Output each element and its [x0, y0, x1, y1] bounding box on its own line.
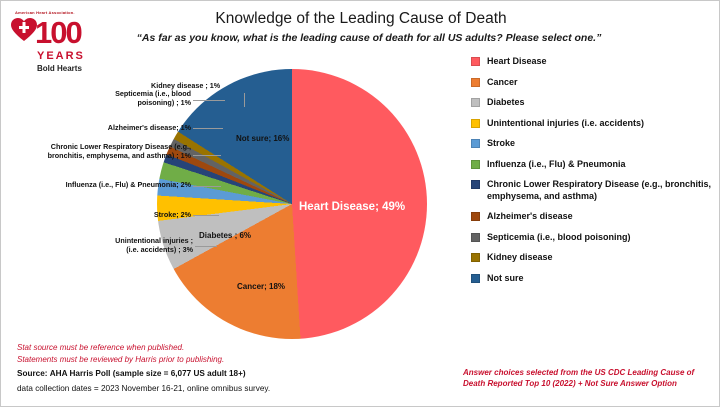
- legend-item-septicemia[interactable]: [471, 232, 717, 244]
- legend-swatch-icon: [471, 212, 480, 221]
- legend-label: Influenza (i.e., Flu) & Pneumonia: [487, 158, 626, 169]
- logo-100: 100: [35, 15, 81, 50]
- pie-chart: [151, 61, 471, 351]
- leader-line-unintentional: [195, 246, 217, 247]
- callout-influenza: Influenza (i.e., Flu) & Pneumonia; 2%: [65, 180, 191, 189]
- slice-label-not-sure: Not sure; 16%: [236, 134, 290, 143]
- leader-line-clrd: [193, 155, 221, 156]
- slice-label-diabetes: Diabetes ; 6%: [199, 231, 252, 240]
- callout-kidney-disease: Kidney disease ; 1%: [151, 81, 221, 90]
- legend-swatch-icon: [471, 274, 480, 283]
- legend-item-stroke[interactable]: [471, 138, 717, 150]
- legend-item-influenza[interactable]: [471, 159, 717, 171]
- legend-item-unintentional-injuries[interactable]: [471, 118, 717, 130]
- slice-label-cancer: Cancer; 18%: [237, 282, 286, 291]
- legend-swatch-icon: [471, 160, 480, 169]
- footnote-stat-source: Stat source must be reference when published.: [17, 343, 185, 352]
- legend-item-not-sure[interactable]: [471, 273, 717, 285]
- legend: [471, 56, 717, 293]
- legend-label: Heart Disease: [487, 56, 547, 66]
- legend-swatch-icon: [471, 233, 480, 242]
- legend-label: Cancer: [487, 76, 518, 87]
- legend-swatch-icon: [471, 119, 480, 128]
- footnote-source: [17, 368, 297, 380]
- chart-title: Knowledge of the Leading Cause of Death: [215, 10, 507, 27]
- footnote-review: Statements must be reviewed by Harris prior to publishing.: [17, 354, 225, 364]
- leader-line-kidney: [244, 93, 245, 107]
- logo-tagline: Bold Hearts: [37, 64, 82, 73]
- legend-swatch-icon: [471, 98, 480, 107]
- footnote-source-text: AHA Harris Poll (sample size = 6,077 US adult 18+): [49, 369, 246, 379]
- heart-icon: [11, 18, 37, 42]
- answer-choices-note: Answer choices selected from the US CDC Leading Cause of Death Reported Top 10 (2022) + Not Sure Answer Option: [463, 368, 695, 389]
- aha-wordmark: American Heart Association.: [15, 10, 75, 15]
- legend-item-heart-disease[interactable]: [471, 56, 717, 68]
- footnote-dates: data collection dates = 2023 November 16-21, online omnibus survey.: [17, 384, 271, 394]
- leader-line-septicemia: [193, 100, 225, 101]
- legend-swatch-icon: [471, 57, 480, 66]
- legend-label: Unintentional injuries (i.e. accidents): [487, 117, 645, 128]
- legend-label: Chronic Lower Respiratory Disease (e.g., bronchitis, emphysema, and asthma): [487, 179, 712, 201]
- leader-line-influenza: [193, 186, 221, 187]
- leader-line-alzheimers: [193, 128, 223, 129]
- legend-label: Kidney disease: [487, 252, 553, 263]
- legend-label: Septicemia (i.e., blood poisoning): [487, 231, 631, 242]
- footnote-source-label: Source:: [17, 369, 48, 379]
- leader-line-stroke: [193, 215, 219, 216]
- legend-swatch-icon: [471, 139, 480, 148]
- legend-item-cancer[interactable]: [471, 77, 717, 89]
- legend-item-chronic-lower-respiratory-disease[interactable]: [471, 179, 717, 202]
- logo-years: YEARS: [37, 50, 85, 62]
- slice-label-heart-disease: Heart Disease; 49%: [299, 201, 406, 213]
- callout-stroke: Stroke; 2%: [153, 210, 191, 219]
- footnotes: [17, 342, 297, 395]
- legend-swatch-icon: [471, 78, 480, 87]
- aha-100-years-logo: [9, 11, 109, 83]
- callout-chronic-lower-respiratory-disease: Chronic Lower Respiratory Disease (e.g., bronchitis, emphysema, and asthma) ; 1%: [47, 142, 191, 160]
- callout-alzheimers: Alzheimer's disease; 1%: [107, 123, 191, 132]
- legend-label: Stroke: [487, 138, 516, 149]
- callout-septicemia: Septicemia (i.e., blood poisoning) ; 1%: [115, 89, 191, 107]
- legend-swatch-icon: [471, 253, 480, 262]
- legend-label: Diabetes: [487, 97, 525, 108]
- legend-item-alzheimers-disease[interactable]: [471, 211, 717, 223]
- legend-label: Not sure: [487, 272, 524, 283]
- callout-unintentional-injuries: Unintentional injuries ; (i.e. accidents) ; 3%: [115, 236, 193, 254]
- legend-item-kidney-disease[interactable]: [471, 252, 717, 264]
- legend-item-diabetes[interactable]: [471, 97, 717, 109]
- legend-label: Alzheimer's disease: [487, 211, 573, 222]
- legend-swatch-icon: [471, 180, 480, 189]
- chart-subtitle: “As far as you know, what is the leading cause of death for all US adults? Please select one.”: [136, 32, 602, 44]
